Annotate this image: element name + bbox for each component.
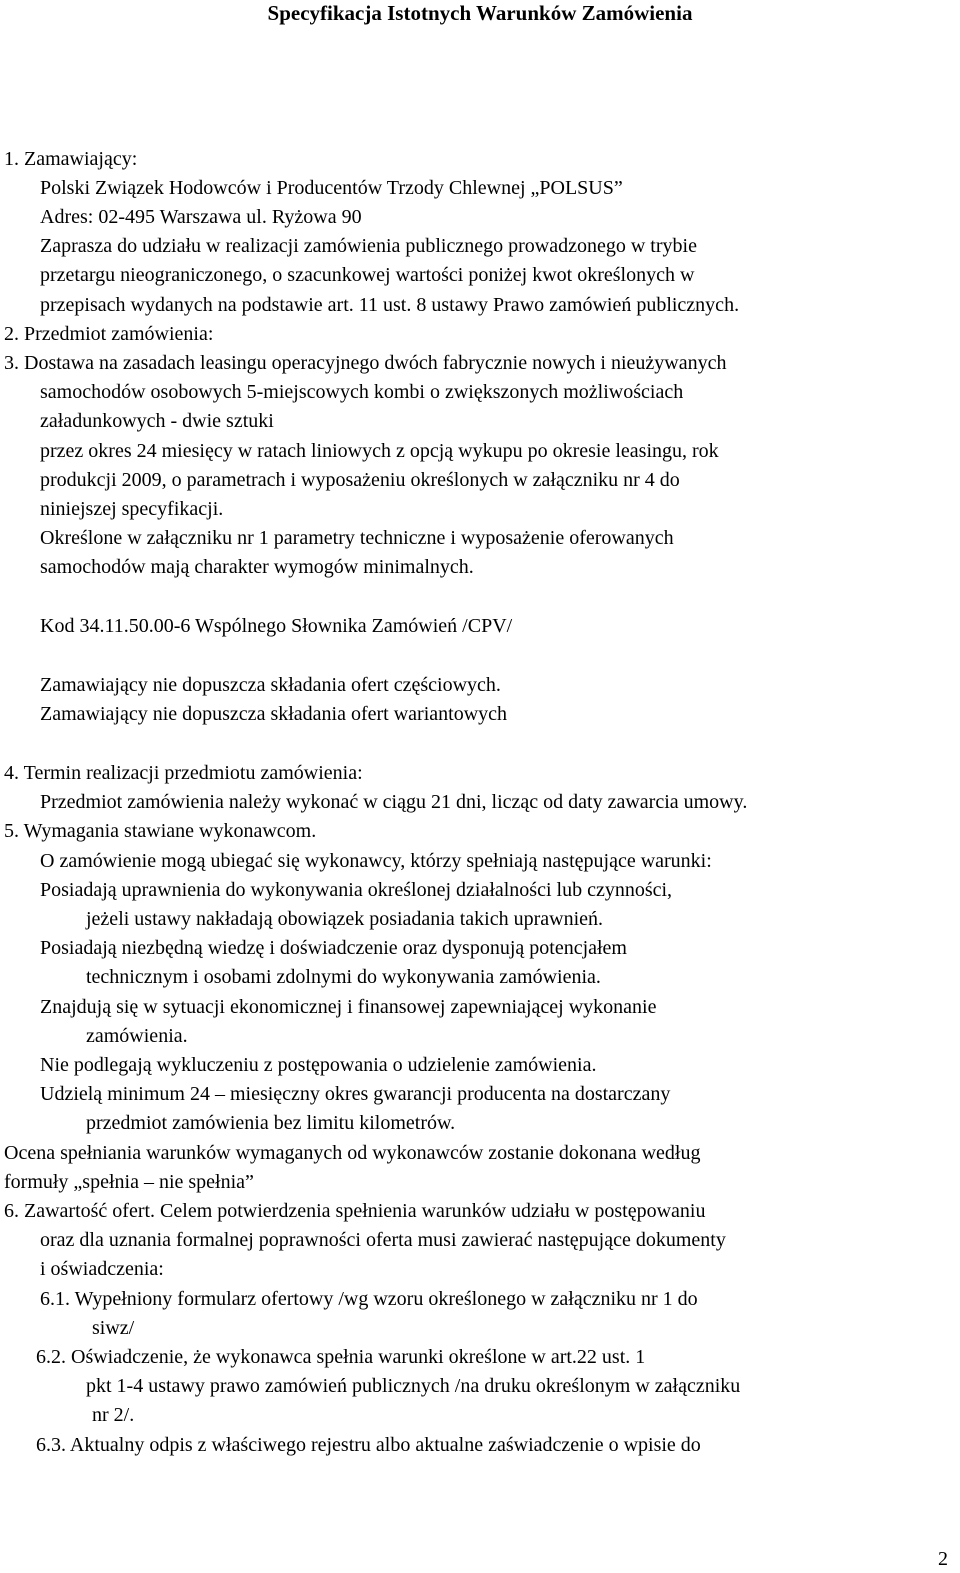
text-line: przetargu nieograniczonego, o szacunkowej wartości poniżej kwot określonych w: [40, 264, 695, 286]
text-line: technicznym i osobami zdolnymi do wykonywania zamówienia.: [86, 966, 601, 988]
text-line: 5. Wymagania stawiane wykonawcom.: [4, 820, 317, 842]
text-line: samochodów osobowych 5-miejscowych kombi o zwiększonych możliwościach: [40, 381, 684, 403]
text-line: przepisach wydanych na podstawie art. 11 ust. 8 ustawy Prawo zamówień publicznych.: [40, 294, 740, 316]
text-line: 4. Termin realizacji przedmiotu zamówienia:: [4, 762, 363, 784]
page-number: 2: [938, 1548, 948, 1570]
text-line: Udzielą minimum 24 – miesięczny okres gwarancji producenta na dostarczany: [40, 1083, 671, 1105]
text-line: i oświadczenia:: [40, 1258, 164, 1280]
text-line: 2. Przedmiot zamówienia:: [4, 323, 214, 345]
text-line: formuły „spełnia – nie spełnia”: [4, 1171, 254, 1193]
text-line: 6.3. Aktualny odpis z właściwego rejestru albo aktualne zaświadczenie o wpisie do: [36, 1434, 701, 1456]
text-line: O zamówienie mogą ubiegać się wykonawcy, którzy spełniają następujące warunki:: [40, 850, 712, 872]
text-line: Kod 34.11.50.00-6 Wspólnego Słownika Zamówień /CPV/: [40, 615, 513, 637]
text-line: Przedmiot zamówienia należy wykonać w ciągu 21 dni, licząc od daty zawarcia umowy.: [40, 791, 748, 813]
text-line: przedmiot zamówienia bez limitu kilometrów.: [86, 1112, 456, 1134]
document-title: Specyfikacja Istotnych Warunków Zamówienia: [267, 1, 693, 25]
text-line: 6. Zawartość ofert. Celem potwierdzenia spełnienia warunków udziału w postępowaniu: [4, 1200, 706, 1222]
text-line: 6.2. Oświadczenie, że wykonawca spełnia warunki określone w art.22 ust. 1: [36, 1346, 646, 1368]
text-line: Polski Związek Hodowców i Producentów Trzody Chlewnej „POLSUS”: [40, 177, 623, 199]
text-line: siwz/: [92, 1317, 135, 1339]
text-line: produkcji 2009, o parametrach i wyposażeniu określonych w załączniku nr 4 do: [40, 469, 680, 491]
text-line: Posiadają niezbędną wiedzę i doświadczenie oraz dysponują potencjałem: [40, 937, 627, 959]
text-line: nr 2/.: [92, 1404, 135, 1426]
text-line: jeżeli ustawy nakładają obowiązek posiadania takich uprawnień.: [86, 908, 604, 930]
text-line: załadunkowych - dwie sztuki: [40, 410, 274, 432]
text-line: Ocena spełniania warunków wymaganych od wykonawców zostanie dokonana według: [4, 1142, 701, 1164]
text-line: niniejszej specyfikacji.: [40, 498, 224, 520]
text-line: Określone w załączniku nr 1 parametry techniczne i wyposażenie oferowanych: [40, 527, 674, 549]
text-line: oraz dla uznania formalnej poprawności oferta musi zawierać następujące dokumenty: [40, 1229, 726, 1251]
text-line: 3. Dostawa na zasadach leasingu operacyjnego dwóch fabrycznie nowych i nieużywanych: [4, 352, 727, 374]
text-line: 1. Zamawiający:: [4, 148, 138, 170]
text-line: zamówienia.: [86, 1025, 188, 1047]
text-line: Zaprasza do udziału w realizacji zamówienia publicznego prowadzonego w trybie: [40, 235, 697, 257]
text-line: Zamawiający nie dopuszcza składania ofert częściowych.: [40, 674, 501, 696]
text-line: samochodów mają charakter wymogów minimalnych.: [40, 556, 474, 578]
text-line: pkt 1-4 ustawy prawo zamówień publicznych /na druku określonym w załączniku: [86, 1375, 741, 1397]
text-line: przez okres 24 miesięcy w ratach liniowych z opcją wykupu po okresie leasingu, rok: [40, 440, 719, 462]
text-line: Nie podlegają wykluczeniu z postępowania o udzielenie zamówienia.: [40, 1054, 597, 1076]
text-line: Zamawiający nie dopuszcza składania ofert wariantowych: [40, 703, 508, 725]
text-line: Adres: 02-495 Warszawa ul. Ryżowa 90: [40, 206, 362, 228]
text-line: Posiadają uprawnienia do wykonywania określonej działalności lub czynności,: [40, 879, 673, 901]
text-line: Znajdują się w sytuacji ekonomicznej i finansowej zapewniającej wykonanie: [40, 996, 657, 1018]
text-line: 6.1. Wypełniony formularz ofertowy /wg wzoru określonego w załączniku nr 1 do: [40, 1288, 698, 1310]
